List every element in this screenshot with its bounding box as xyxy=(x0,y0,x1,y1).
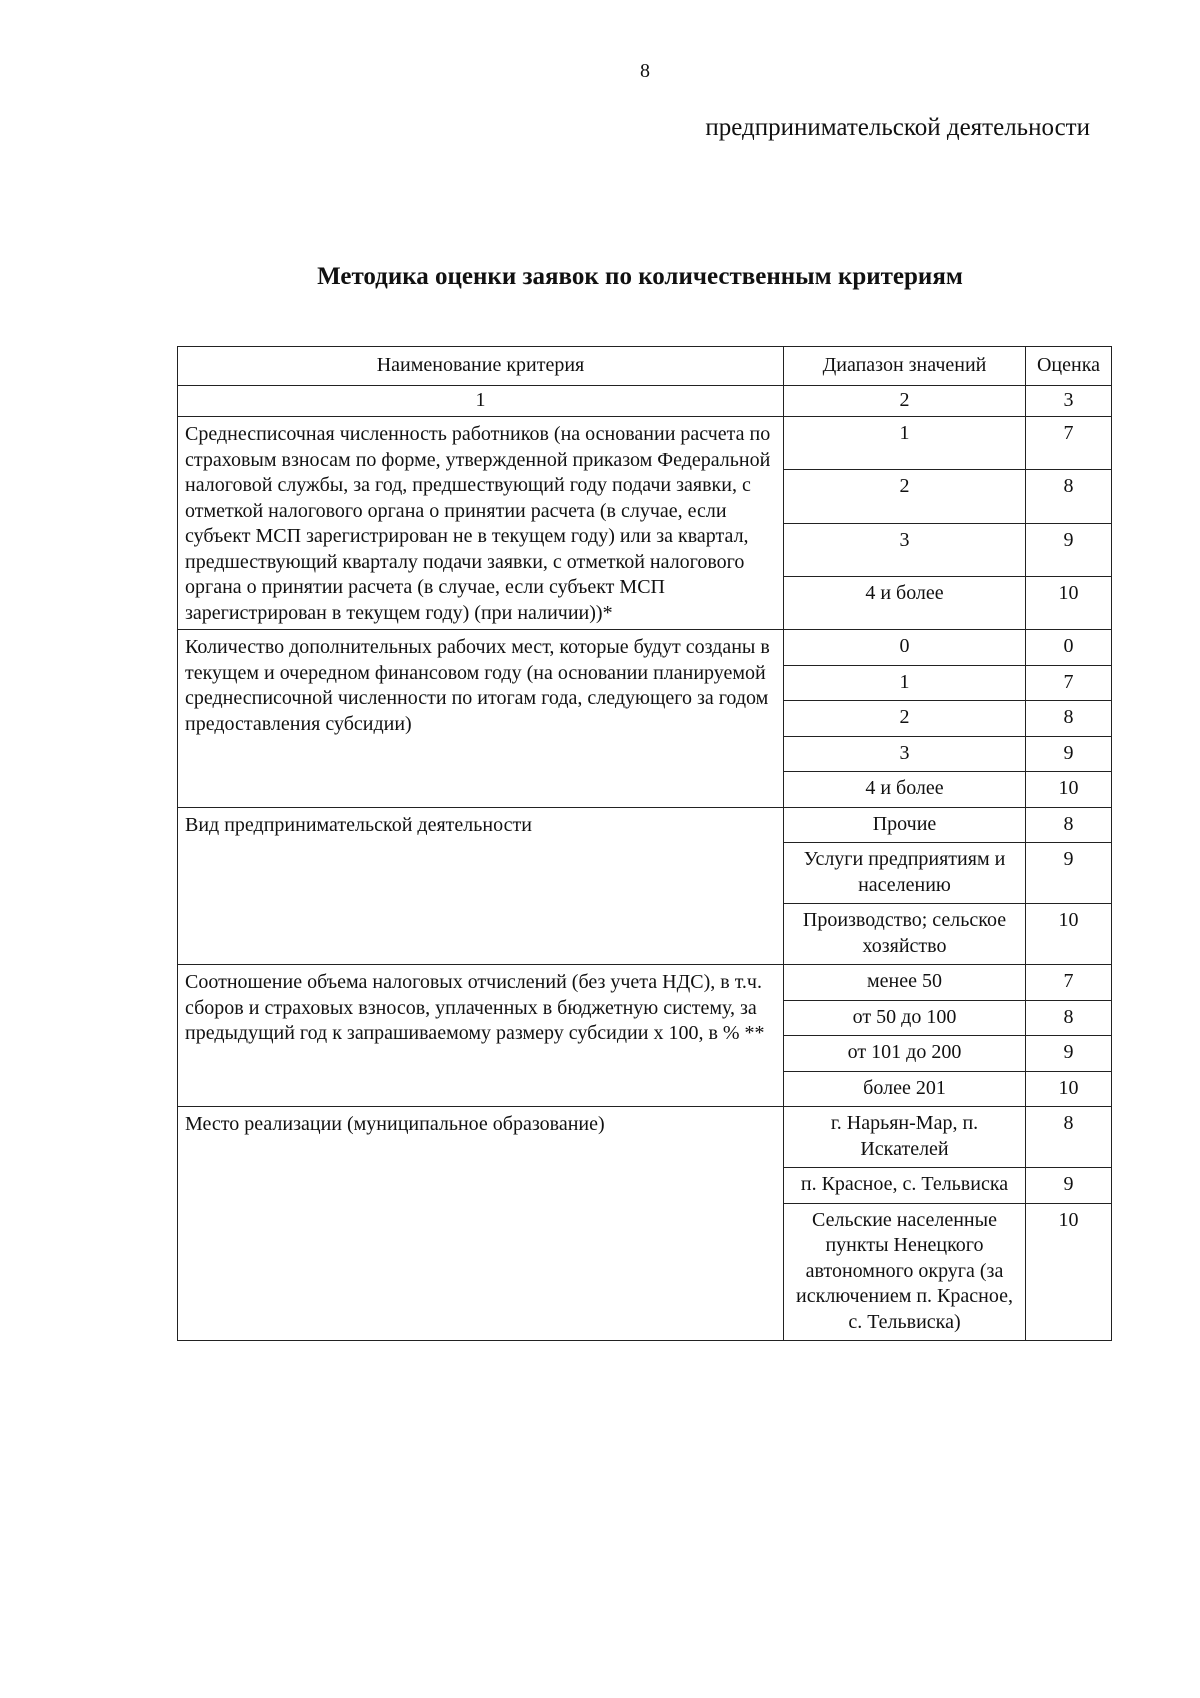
value-range-cell: 1 xyxy=(784,665,1026,701)
score-cell: 8 xyxy=(1026,1000,1112,1036)
value-range-cell: менее 50 xyxy=(784,965,1026,1001)
table-row xyxy=(178,1107,1112,1168)
column-number: 3 xyxy=(1026,385,1112,417)
value-range-cell: 1 xyxy=(784,417,1026,470)
value-range-cell: более 201 xyxy=(784,1071,1026,1107)
score-cell: 0 xyxy=(1026,630,1112,666)
score-cell: 10 xyxy=(1026,772,1112,808)
value-range-cell: г. Нарьян-Мар, п. Искателей xyxy=(784,1107,1026,1168)
criterion-name: Количество дополнительных рабочих мест, которые будут созданы в текущем и очередном финансовом году (на основании планируемой среднесписочной численности по итогам года, следующего за годом предоставления субсидии) xyxy=(178,630,784,808)
value-range-cell: 2 xyxy=(784,701,1026,737)
document-title: Методика оценки заявок по количественным критериям xyxy=(317,263,963,290)
score-cell: 7 xyxy=(1026,417,1112,470)
value-range-cell: 0 xyxy=(784,630,1026,666)
criterion-name: Среднесписочная численность работников (на основании расчета по страховым взносам по форме, утвержденной приказом Федеральной налоговой службы, за год, предшествующий году подачи заявки, с отметкой налогового органа о принятии расчета (в случае, если субъект МСП зарегистрирован не в текущем году) или за квартал, предшествующий кварталу подачи заявки, с отметкой налогового органа о принятии расчета (в случае, если субъект МСП зарегистрирован в текущем году) (при наличии))* xyxy=(178,417,784,630)
criteria-table xyxy=(177,346,1112,1341)
criterion-name: Соотношение объема налоговых отчислений (без учета НДС), в т.ч. сборов и страховых взносов, уплаченных в бюджетную систему, за предыдущий год к запрашиваемому размеру субсидии х 100, в % ** xyxy=(178,965,784,1107)
header-score: Оценка xyxy=(1026,347,1112,386)
value-range-cell: 2 xyxy=(784,470,1026,523)
column-number-row xyxy=(178,385,1112,417)
value-range-cell: Производство; сельское хозяйство xyxy=(784,904,1026,965)
value-range-cell: 4 и более xyxy=(784,576,1026,629)
page-number: 8 xyxy=(640,60,650,82)
value-range-cell: Сельские населенные пункты Ненецкого автономного округа (за исключением п. Красное, с. Тельвиска) xyxy=(784,1203,1026,1341)
table-row xyxy=(178,965,1112,1001)
score-cell: 7 xyxy=(1026,965,1112,1001)
score-cell: 9 xyxy=(1026,736,1112,772)
value-range-cell: 3 xyxy=(784,523,1026,576)
table-header-row xyxy=(178,347,1112,386)
table-row xyxy=(178,807,1112,843)
header-criterion-name: Наименование критерия xyxy=(178,347,784,386)
score-cell: 8 xyxy=(1026,807,1112,843)
value-range-cell: Прочие xyxy=(784,807,1026,843)
score-cell: 9 xyxy=(1026,1168,1112,1204)
criterion-name: Место реализации (муниципальное образование) xyxy=(178,1107,784,1341)
value-range-cell: от 50 до 100 xyxy=(784,1000,1026,1036)
score-cell: 9 xyxy=(1026,1036,1112,1072)
score-cell: 9 xyxy=(1026,843,1112,904)
score-cell: 7 xyxy=(1026,665,1112,701)
score-cell: 10 xyxy=(1026,576,1112,629)
score-cell: 8 xyxy=(1026,470,1112,523)
value-range-cell: п. Красное, с. Тельвиска xyxy=(784,1168,1026,1204)
value-range-cell: 3 xyxy=(784,736,1026,772)
criterion-name: Вид предпринимательской деятельности xyxy=(178,807,784,965)
score-cell: 10 xyxy=(1026,1203,1112,1341)
score-cell: 9 xyxy=(1026,523,1112,576)
value-range-cell: Услуги предприятиям и населению xyxy=(784,843,1026,904)
score-cell: 8 xyxy=(1026,701,1112,737)
score-cell: 10 xyxy=(1026,904,1112,965)
score-cell: 10 xyxy=(1026,1071,1112,1107)
score-cell: 8 xyxy=(1026,1107,1112,1168)
value-range-cell: 4 и более xyxy=(784,772,1026,808)
header-continuation-text: предпринимательской деятельности xyxy=(705,114,1090,141)
value-range-cell: от 101 до 200 xyxy=(784,1036,1026,1072)
column-number: 2 xyxy=(784,385,1026,417)
column-number: 1 xyxy=(178,385,784,417)
header-value-range: Диапазон значений xyxy=(784,347,1026,386)
table-row xyxy=(178,630,1112,666)
table-row xyxy=(178,417,1112,470)
